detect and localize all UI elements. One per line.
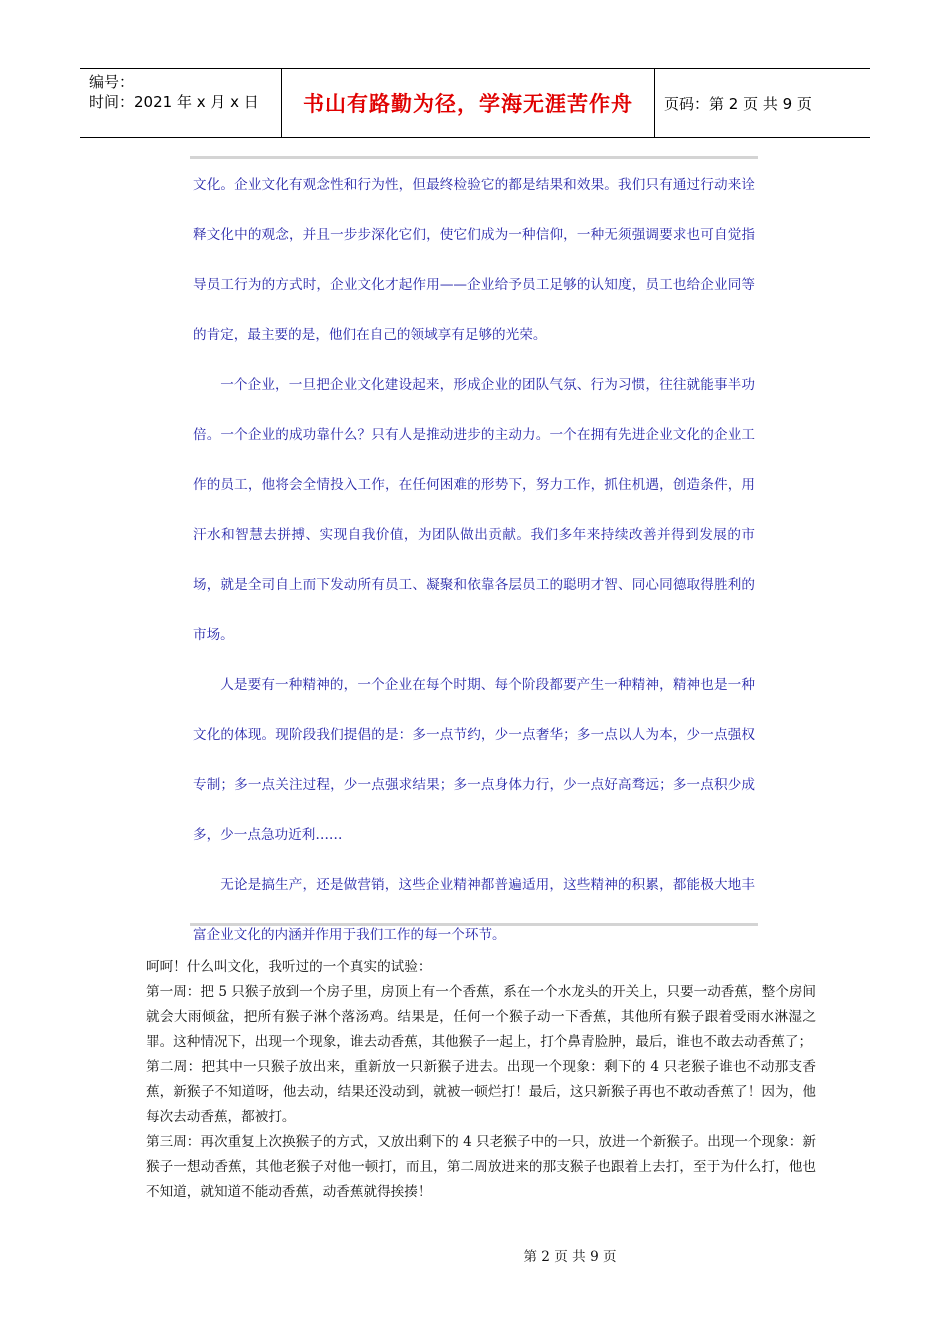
header-page-cell bbox=[655, 69, 870, 137]
page-footer bbox=[0, 1245, 950, 1265]
body-paragraph: 第一周：把 5 只猴子放到一个房子里，房顶上有一个香蕉，系在一个水龙头的开关上，只要一动香蕉，整个房间就会大雨倾盆，把所有猴子淋个落汤鸡。结果是，任何一个猴子动一下香蕉，其他所有猴子跟着受雨水淋湿之罪。这种情况下，出现一个现象，谁去动香蕉，其他猴子一起上，打个鼻青脸肿，最后，谁也不敢去动香蕉了； bbox=[146, 984, 816, 1050]
body-paragraph: 第三周：再次重复上次换猴子的方式，又放出剩下的 4 只老猴子中的一只，放进一个新猴子。出现一个现象：新猴子一想动香蕉，其他老猴子对他一顿打，而且，第二周放进来的那支猴子也跟着上去打，至于为什么打，他也不知道，就知道不能动香蕉，动香蕉就得挨揍！ bbox=[146, 1134, 816, 1200]
header-page-number: 页码：第 2 页 共 9 页 bbox=[664, 94, 812, 113]
quote-paragraph: 人是要有一种精神的，一个企业在每个时期、每个阶段都要产生一种精神，精神也是一种文化的体现。现阶段我们提倡的是：多一点节约，少一点奢华；多一点以人为本，少一点强权专制；多一点关注过程，少一点强求结果；多一点身体力行，少一点好高骛远；多一点积少成多，少一点急功近利…… bbox=[193, 677, 755, 843]
body-text bbox=[146, 955, 816, 1205]
quote-top-divider bbox=[190, 156, 758, 159]
body-paragraph: 呵呵！什么叫文化，我听过的一个真实的试验： bbox=[146, 959, 432, 975]
quote-bottom-divider bbox=[190, 923, 758, 926]
quote-paragraph: 文化。企业文化有观念性和行为性，但最终检验它的都是结果和效果。我们只有通过行动来诠释文化中的观念，并且一步步深化它们，使它们成为一种信仰，一种无须强调要求也可自觉指导员工行为的方式时，企业文化才起作用——企业给予员工足够的认知度，员工也给企业同等的肯定，最主要的是，他们在自己的领域享有足够的光荣。 bbox=[193, 177, 755, 343]
footer-page-number: 第 2 页 共 9 页 bbox=[523, 1249, 617, 1265]
quote-block bbox=[193, 160, 755, 960]
header-motto-cell bbox=[282, 69, 655, 137]
document-time-label: 时间：2021 年 x 月 x 日 bbox=[89, 93, 259, 111]
header-info-cell bbox=[80, 69, 282, 137]
header-motto: 书山有路勤为径，学海无涯苦作舟 bbox=[303, 92, 633, 116]
document-number-label: 编号： bbox=[89, 73, 135, 91]
quote-paragraph: 无论是搞生产，还是做营销，这些企业精神都普遍适用，这些精神的积累，都能极大地丰富企业文化的内涵并作用于我们工作的每一个环节。 bbox=[193, 877, 755, 943]
page-header bbox=[80, 68, 870, 138]
body-paragraph: 第二周：把其中一只猴子放出来，重新放一只新猴子进去。出现一个现象：剩下的 4 只老猴子谁也不动那支香蕉，新猴子不知道呀，他去动，结果还没动到，就被一顿烂打！最后，这只新猴子再也不敢动香蕉了！因为，他每次去动香蕉，都被打。 bbox=[146, 1059, 816, 1125]
quote-paragraph: 一个企业，一旦把企业文化建设起来，形成企业的团队气氛、行为习惯，往往就能事半功倍。一个企业的成功靠什么？只有人是推动进步的主动力。一个在拥有先进企业文化的企业工作的员工，他将会全情投入工作，在任何困难的形势下，努力工作，抓住机遇，创造条件，用汗水和智慧去拼搏、实现自我价值，为团队做出贡献。我们多年来持续改善并得到发展的市场，就是全司自上而下发动所有员工、凝聚和依靠各层员工的聪明才智、同心同德取得胜利的市场。 bbox=[193, 377, 755, 643]
